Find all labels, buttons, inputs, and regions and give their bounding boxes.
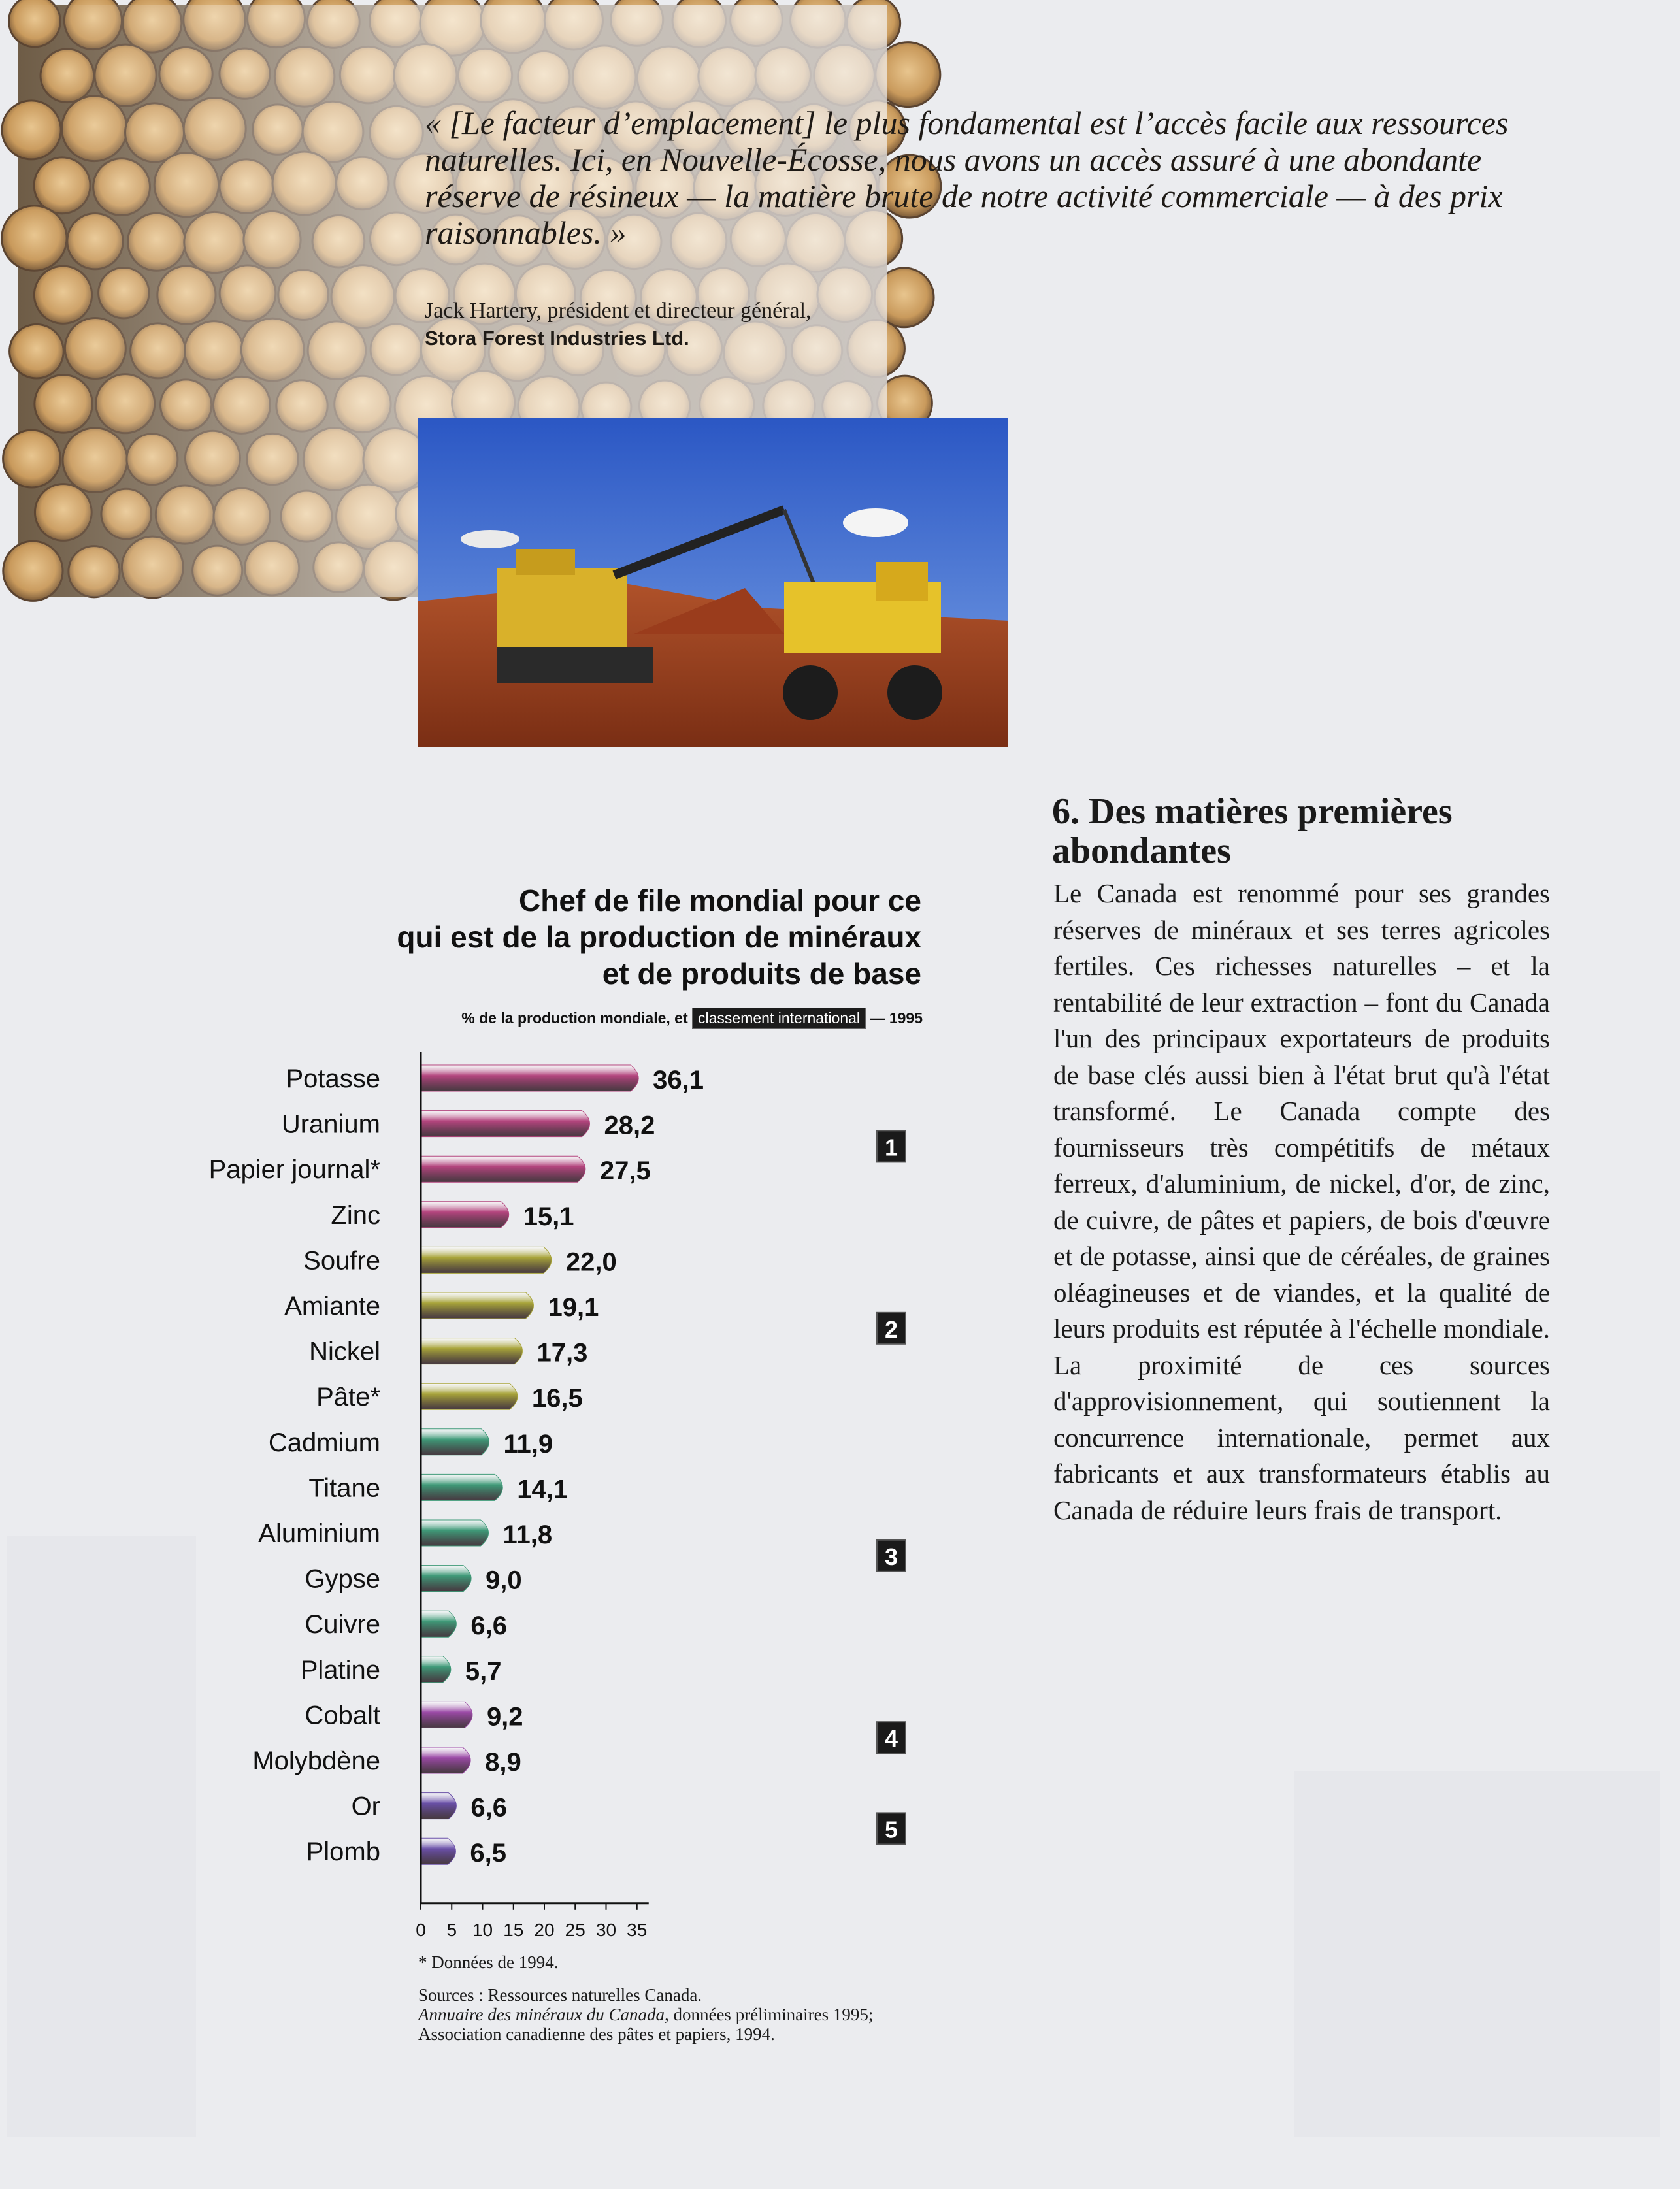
- sources-line-2-rest: données préliminaires 1995;: [668, 2005, 874, 2024]
- sources-line-3: Association canadienne des pâtes et papiers, 1994.: [418, 2024, 775, 2044]
- quote-author: Jack Hartery, président et directeur général,: [425, 299, 812, 323]
- category-label: Cuivre: [305, 1610, 380, 1639]
- category-label: Platine: [300, 1655, 380, 1685]
- bar-aluminium: [421, 1520, 489, 1546]
- bar-cobalt: [421, 1702, 472, 1728]
- mining-illustration: [418, 418, 1008, 747]
- bar-molybdène: [421, 1747, 470, 1773]
- rank-number: 4: [884, 1725, 898, 1753]
- bar-platine: [421, 1656, 451, 1683]
- quote-company: Stora Forest Industries Ltd.: [425, 327, 689, 350]
- category-label: Cobalt: [305, 1701, 380, 1730]
- bar-cuivre: [421, 1611, 456, 1637]
- bar-nickel: [421, 1338, 522, 1364]
- category-label: Uranium: [281, 1110, 380, 1139]
- bar-zinc: [421, 1202, 509, 1228]
- bar-or: [421, 1793, 456, 1819]
- x-tick-label: 10: [472, 1919, 493, 1940]
- sources-annual-title: Annuaire des minéraux du Canada,: [418, 2005, 669, 2024]
- subtitle-rank-badge: classement international: [692, 1008, 866, 1029]
- value-label: 6,6: [470, 1611, 507, 1641]
- chart-title-line-2: qui est de la production de minéraux: [397, 920, 921, 954]
- section-title: 6. Des matières premières abondantes: [1052, 791, 1453, 871]
- ghost-panel-right: [1294, 1771, 1660, 2137]
- bar-gypse: [421, 1566, 471, 1592]
- x-tick-label: 5: [446, 1919, 457, 1940]
- rank-number: 2: [884, 1315, 898, 1343]
- pull-quote: « [Le facteur d’emplacement] le plus fondamental est l’accès facile aux ressources naturelles. Ici, en Nouvelle-Écosse, nous avons un accès assuré à une abondante réserve de résineux — la matière brute de notre activité commerciale — à des prix raisonnables. »: [425, 105, 1509, 251]
- category-label: Papier journal*: [208, 1155, 380, 1185]
- quote-attribution: [425, 297, 812, 352]
- value-label: 9,2: [486, 1702, 523, 1732]
- chart-sources: [418, 1985, 873, 2044]
- value-label: 16,5: [531, 1384, 583, 1413]
- bar-pâte: [421, 1383, 518, 1409]
- category-label: Pâte*: [316, 1383, 380, 1412]
- bar-soufre: [421, 1247, 552, 1273]
- sources-line-2: [418, 2005, 873, 2024]
- bar-plomb: [421, 1838, 455, 1864]
- x-tick-label: 30: [595, 1919, 617, 1940]
- category-label: Molybdène: [252, 1747, 380, 1775]
- value-label: 6,6: [470, 1793, 507, 1822]
- value-label: 5,7: [465, 1656, 502, 1686]
- rank-number: 5: [884, 1816, 898, 1843]
- category-label: Soufre: [303, 1246, 380, 1276]
- bar-amiante: [421, 1292, 533, 1319]
- category-label: Titane: [308, 1473, 380, 1503]
- bar-uranium: [421, 1111, 589, 1137]
- x-tick-label: 25: [565, 1919, 585, 1940]
- x-tick-label: 20: [534, 1919, 555, 1940]
- x-tick-label: 35: [627, 1919, 648, 1940]
- category-label: Zinc: [331, 1200, 380, 1230]
- value-label: 17,3: [536, 1338, 588, 1368]
- bar-titane: [421, 1474, 502, 1500]
- category-label: Potasse: [286, 1064, 380, 1093]
- sources-line-1: Sources : Ressources naturelles Canada.: [418, 1985, 702, 2005]
- subtitle-prefix: % de la production mondiale, et: [461, 1010, 688, 1027]
- rank-number: 1: [884, 1134, 898, 1161]
- value-label: 6,5: [470, 1839, 507, 1868]
- value-label: 22,0: [565, 1247, 617, 1277]
- chart-title-line-3: et de produits de base: [602, 957, 921, 991]
- category-label: Cadmium: [268, 1428, 380, 1457]
- value-label: 27,5: [599, 1157, 651, 1186]
- production-bar-chart: [0, 1032, 980, 1940]
- category-label: Nickel: [309, 1337, 380, 1366]
- value-label: 9,0: [486, 1566, 522, 1595]
- x-tick-label: 0: [416, 1919, 426, 1940]
- bar-potasse: [421, 1065, 638, 1091]
- value-label: 28,2: [604, 1111, 655, 1140]
- value-label: 14,1: [517, 1475, 568, 1504]
- category-label: Plomb: [306, 1837, 380, 1867]
- value-label: 19,1: [548, 1293, 599, 1322]
- category-label: Amiante: [284, 1292, 380, 1321]
- value-label: 36,1: [653, 1066, 704, 1094]
- chart-subtitle: [196, 1010, 923, 1027]
- value-label: 15,1: [523, 1202, 574, 1231]
- bar-papier-journal: [421, 1156, 585, 1182]
- mining-photo: [418, 418, 1008, 747]
- category-label: Aluminium: [258, 1519, 380, 1548]
- chart-footnote: * Données de 1994.: [418, 1952, 559, 1972]
- x-tick-label: 15: [503, 1919, 524, 1940]
- section-body: Le Canada est renommé pour ses grandes réserves de minéraux et ses terres agricoles fertiles. Ces richesses naturelles – et la rentabilité de leur extraction – font du Canada l'un des principaux exportateurs de produits de base clés aussi bien à l'état brut qu'à l'état transformé. Le Canada compte des fournisseurs très compétitifs de métaux ferreux, d'aluminium, de nickel, d'or, de zinc, de cuivre, de pâtes et papiers, de bois d'œuvre et de potasse, ainsi que de céréales, de graines oléagineuses et de viandes, et la qualité de leurs produits est réputée à l'échelle mondiale. La proximité de ces sources d'approvisionnement, qui soutiennent la concurrence internationale, permet aux fabricants et aux transformateurs établis au Canada de réduire leurs frais de transport.: [1053, 878, 1550, 1525]
- rank-number: 3: [884, 1543, 898, 1570]
- subtitle-suffix: — 1995: [870, 1010, 923, 1027]
- chart-title: [196, 882, 921, 992]
- category-label: Or: [351, 1792, 380, 1821]
- value-label: 11,9: [503, 1429, 553, 1458]
- value-label: 8,9: [485, 1748, 521, 1777]
- bar-cadmium: [421, 1429, 489, 1455]
- chart-title-line-1: Chef de file mondial pour ce: [519, 883, 921, 917]
- value-label: 11,8: [502, 1521, 553, 1549]
- category-label: Gypse: [305, 1564, 380, 1594]
